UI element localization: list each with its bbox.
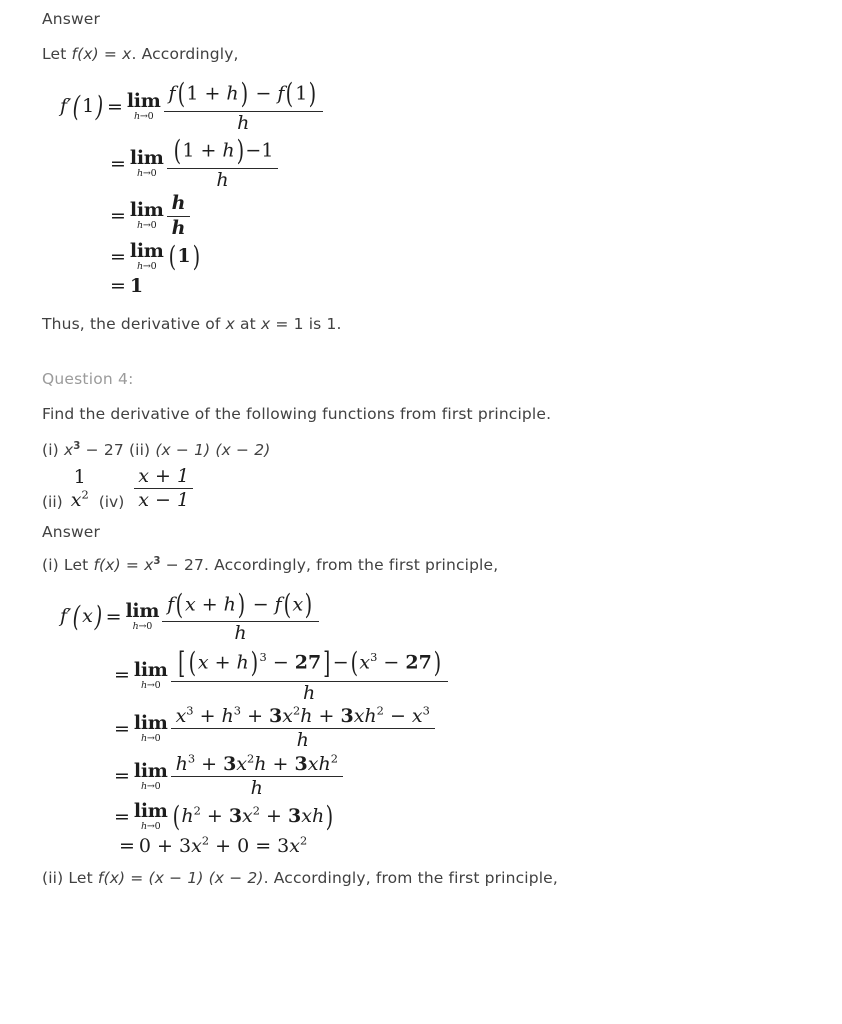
option-iv-denominator: x − 1 (138, 488, 190, 511)
q4-eq3-limit-operator: lim h→0 (133, 711, 168, 744)
q4-eq1-equals: = (105, 606, 122, 629)
q3-intro-var: x (122, 45, 132, 63)
q4-eq4-numerator: $h^3 + 3x^2h + 3xh^2$ (171, 754, 343, 777)
q3-eq4-expression: (1) (168, 240, 200, 273)
q3-conclusion-part3: = 1 is 1. (270, 314, 342, 333)
q3-eq4-equals: = (110, 245, 126, 268)
q4-part-ii-suffix: . Accordingly, from the first principle, (263, 869, 558, 888)
q3-eq5-equals: = (110, 274, 126, 297)
q4-part-ii-intro (42, 866, 802, 890)
option-i-label: (i) (42, 440, 59, 459)
q4-part-i-mid: = (120, 555, 145, 574)
option-i-expression-sup: 3 (73, 440, 81, 452)
q3-eq1-denominator: h (237, 111, 250, 134)
question-4-options-line-2 (42, 466, 802, 511)
q3-equation-line-3 (42, 192, 802, 240)
q4-eq5-equals: = (114, 806, 130, 829)
question-4-prompt: Find the derivative of the following functions from first principle. (42, 404, 552, 423)
option-iv-label: (iv) (98, 492, 125, 511)
q3-intro-middle: = (98, 45, 123, 63)
option-ii-label-2: (ii) (42, 492, 63, 511)
q4-part-ii-expr: (x − 1) (x − 2) (148, 869, 264, 888)
q3-eq2-numerator: (1 + h)−1 (167, 136, 279, 169)
q3-eq3-fraction (167, 193, 191, 239)
option-iv-fraction (134, 466, 193, 511)
q3-conclusion-part2: at (234, 314, 261, 333)
q3-conclusion-part1: Thus, the derivative of (42, 314, 226, 333)
option-ii-fraction (67, 467, 93, 511)
option-i-expression-rest: − 27 (80, 440, 124, 459)
q4-eq5-limit-operator: lim h→0 (133, 800, 168, 833)
q3-intro-line (42, 42, 802, 66)
q4-part-i-expr-base: x (144, 555, 154, 574)
q4-eq1-denominator: h (234, 622, 247, 645)
q4-equation-line-5 (42, 800, 802, 834)
q4-equation-block (42, 589, 802, 858)
q3-equation-line-2 (42, 135, 802, 192)
q4-eq1-limit-operator: lim h→0 (125, 600, 160, 633)
q4-equation-line-6 (42, 834, 802, 858)
q3-eq1-limit-operator: lim h→0 (126, 89, 161, 122)
q3-eq5-expression: 1 (129, 274, 144, 297)
q4-eq5-expression: $(h^2 + 3x^2 + 3xh)$ (172, 801, 334, 834)
q3-equation-line-1 (42, 78, 802, 135)
q4-eq1-numerator: f(x + h) − f(x) (162, 590, 319, 623)
q3-conclusion-var2: x (260, 314, 271, 333)
option-ii-label: (ii) (128, 440, 151, 459)
q4-eq4-equals: = (114, 765, 130, 788)
q3-eq1-lhs: f′(1) (60, 90, 104, 123)
q3-conclusion (42, 312, 802, 336)
q3-eq2-limit-operator: lim h→0 (129, 146, 164, 179)
q4-equation-line-4 (42, 753, 802, 801)
q4-eq3-fraction (171, 703, 435, 752)
q4-part-i-intro (42, 553, 802, 577)
q4-eq4-denominator: h (250, 776, 263, 799)
q4-eq1-lhs: f′(x) (60, 601, 102, 634)
section-spacer (42, 348, 802, 370)
q3-intro-suffix: . Accordingly, (131, 45, 239, 63)
option-i-expression-base: x (63, 440, 74, 459)
q4-eq2-denominator: h (302, 681, 316, 704)
q3-eq2-fraction (167, 136, 279, 191)
q3-equation-line-5 (42, 274, 802, 298)
q3-intro-fx: f(x) (71, 45, 99, 63)
q4-eq3-denominator: h (296, 729, 309, 752)
q4-part-ii-fx: f(x) (97, 869, 126, 888)
q3-eq1-fraction (164, 79, 324, 134)
q3-intro-prefix: Let (42, 45, 72, 63)
q4-eq2-numerator: [ (x + h) $^3 - 27] -(x^3 - 27)$ (171, 647, 448, 682)
q3-eq4-limit-operator: lim h→0 (129, 240, 164, 273)
q4-equation-line-3 (42, 705, 802, 753)
q3-eq3-equals: = (110, 205, 126, 227)
q4-part-i-expr-sup: 3 (153, 555, 161, 567)
q4-eq3-equals: = (114, 717, 130, 740)
q4-eq2-limit-operator: lim h→0 (133, 658, 168, 691)
q4-eq6-equals: = (119, 835, 135, 858)
q4-part-i-fx: f(x) (93, 555, 121, 574)
option-ii-numerator: 1 (73, 465, 86, 488)
q4-eq3-numerator: $x^3 + h^3 + 3x^2h + 3xh^2 - x^3$ (171, 706, 435, 729)
q4-eq2-equals: = (114, 664, 130, 687)
q3-equation-block (42, 78, 802, 298)
option-iv-numerator: x + 1 (134, 466, 193, 489)
q4-part-ii-prefix: (ii) Let (42, 869, 98, 888)
q3-eq1-numerator: f(1 + h) − f(1) (164, 79, 324, 112)
q4-equation-line-1 (42, 589, 802, 646)
q4-eq4-fraction (171, 751, 343, 800)
q3-equation-line-4 (42, 240, 802, 274)
question-4-options-line-1 (42, 438, 802, 462)
q4-part-i-prefix: (i) Let (42, 555, 94, 574)
q4-eq2-fraction (171, 647, 448, 704)
q4-eq6-expression: $0 + 3x^2 + 0 = 3x^2$ (138, 833, 308, 858)
q3-eq2-equals: = (110, 152, 126, 175)
option-ii-denominator: $x^2$ (70, 487, 89, 511)
q3-eq3-denominator: h (171, 216, 186, 239)
question-4-heading: Question 4: (42, 369, 134, 388)
q4-eq4-limit-operator: lim h→0 (133, 759, 168, 792)
q4-eq1-fraction (162, 590, 319, 645)
q4-equation-line-2 (42, 646, 802, 705)
q4-part-i-suffix: − 27. Accordingly, from the first principle, (160, 555, 499, 574)
q4-part-ii-mid: = (125, 869, 149, 888)
answer-label-q3: Answer (42, 10, 100, 28)
q3-eq3-limit-operator: lim h→0 (129, 199, 164, 232)
option-ii-expression: (x − 1) (x − 2) (155, 440, 271, 459)
q3-conclusion-var1: x (225, 314, 235, 333)
answer-label-q4: Answer (42, 522, 100, 541)
q3-eq3-numerator: h (167, 193, 191, 216)
q3-eq1-equals: = (106, 95, 123, 118)
q3-eq2-denominator: h (216, 168, 229, 191)
